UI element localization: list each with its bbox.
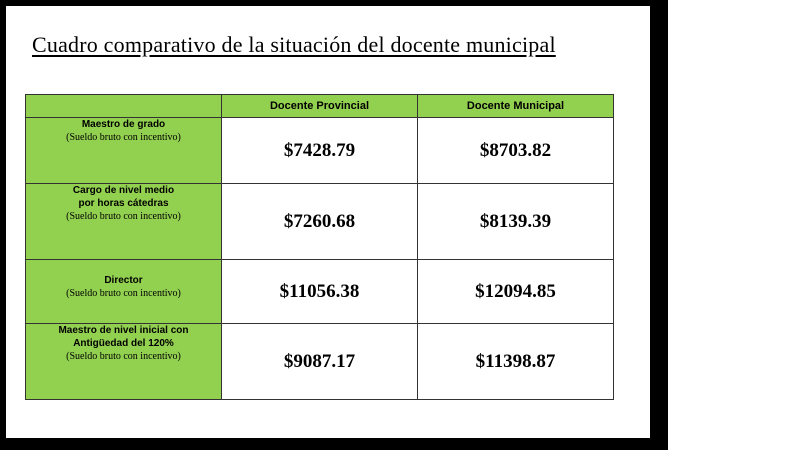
row-label — [26, 324, 222, 400]
row-label-note: (Sueldo bruto con incentivo) — [66, 288, 181, 299]
row-label-title: Cargo de nivel medio — [72, 185, 175, 196]
row-label — [26, 184, 222, 260]
row-label-note: (Sueldo bruto con incentivo) — [66, 132, 181, 143]
row-label-note: (Sueldo bruto con incentivo) — [66, 351, 181, 362]
slide-content — [6, 6, 650, 438]
row-label-title: Maestro de nivel inicial con — [58, 325, 189, 336]
header-empty-cell — [26, 95, 222, 118]
header-docente-municipal: Docente Municipal — [418, 95, 614, 118]
page-title: Cuadro comparativo de la situación del docente municipal — [32, 32, 556, 57]
comparison-table — [25, 94, 614, 400]
provincial-value: $7428.79 — [222, 118, 418, 184]
table-row — [26, 324, 614, 400]
municipal-value: $8139.39 — [418, 184, 614, 260]
table-row — [26, 184, 614, 260]
right-blank-panel — [668, 0, 800, 450]
row-label — [26, 118, 222, 184]
row-label-title-line2: por horas cátedras — [78, 198, 169, 209]
table-row — [26, 118, 614, 184]
table-row — [26, 260, 614, 324]
row-label-note: (Sueldo bruto con incentivo) — [66, 211, 181, 222]
provincial-value: $11056.38 — [222, 260, 418, 324]
row-label-title-line2: Antigüedad del 120% — [73, 338, 174, 349]
provincial-value: $9087.17 — [222, 324, 418, 400]
header-docente-provincial: Docente Provincial — [222, 95, 418, 118]
municipal-value: $12094.85 — [418, 260, 614, 324]
row-label-title: Maestro de grado — [81, 119, 166, 130]
header-row — [26, 95, 614, 118]
municipal-value: $11398.87 — [418, 324, 614, 400]
row-label-title: Director — [104, 275, 143, 286]
municipal-value: $8703.82 — [418, 118, 614, 184]
provincial-value: $7260.68 — [222, 184, 418, 260]
row-label — [26, 260, 222, 324]
